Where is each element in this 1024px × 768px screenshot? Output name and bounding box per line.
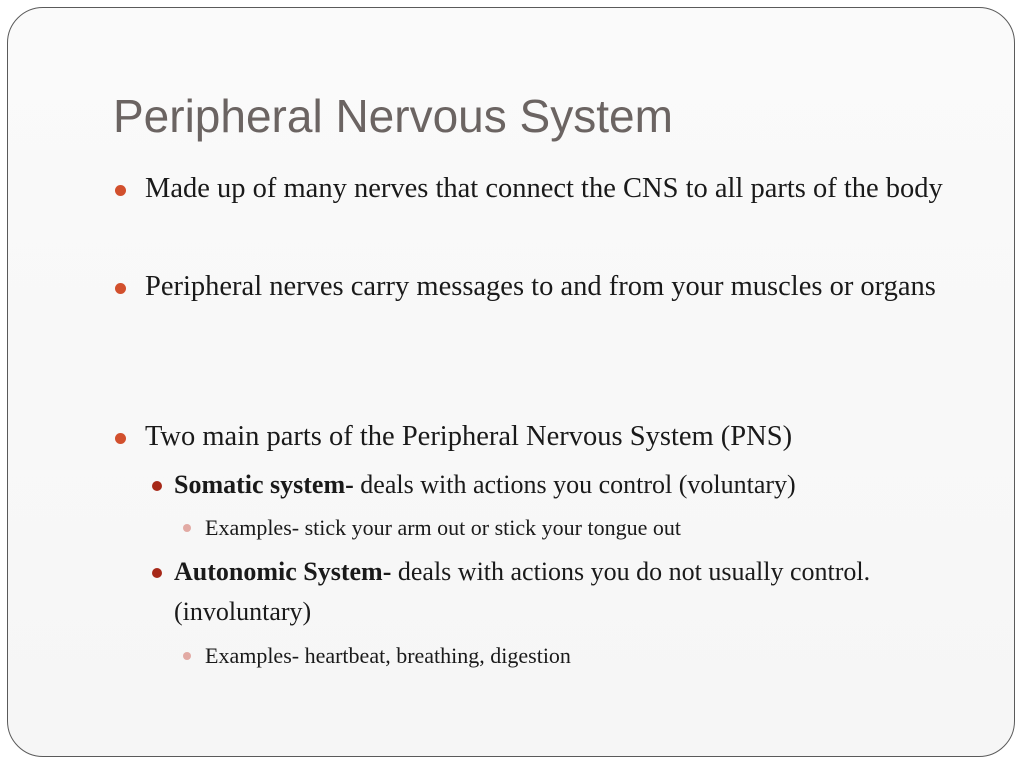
bullet-item-2 xyxy=(145,264,965,309)
sub-bullet-term: Autonomic System- xyxy=(174,557,392,586)
example-text: Examples- stick your arm out or stick your tongue out xyxy=(205,515,681,540)
sub-bullet-autonomic xyxy=(174,552,944,632)
bullet-text: Two main parts of the Peripheral Nervous System (PNS) xyxy=(145,421,793,452)
sub-bullet-text: deals with actions you do not usually control. (involuntary) xyxy=(174,557,871,626)
slide-title: Peripheral Nervous System xyxy=(113,90,673,142)
sub-bullet-text: deals with actions you control (voluntary) xyxy=(353,470,796,499)
sub-bullet-term: Somatic system- xyxy=(174,470,354,499)
bullet-item-3 xyxy=(145,414,965,459)
bullet-dot-icon xyxy=(183,652,191,660)
example-autonomic xyxy=(205,641,945,671)
bullet-dot-icon xyxy=(115,283,126,294)
example-somatic xyxy=(205,513,945,543)
bullet-text: Peripheral nerves carry messages to and from your muscles or organs xyxy=(145,271,936,302)
example-text: Examples- heartbeat, breathing, digestion xyxy=(205,643,571,668)
bullet-dot-icon xyxy=(183,524,191,532)
sub-bullet-somatic xyxy=(174,465,944,505)
bullet-dot-icon xyxy=(152,568,162,578)
bullet-dot-icon xyxy=(152,481,162,491)
bullet-text: Made up of many nerves that connect the CNS to all parts of the body xyxy=(145,173,943,204)
bullet-dot-icon xyxy=(115,185,126,196)
bullet-item-1 xyxy=(145,166,965,211)
bullet-dot-icon xyxy=(115,433,126,444)
